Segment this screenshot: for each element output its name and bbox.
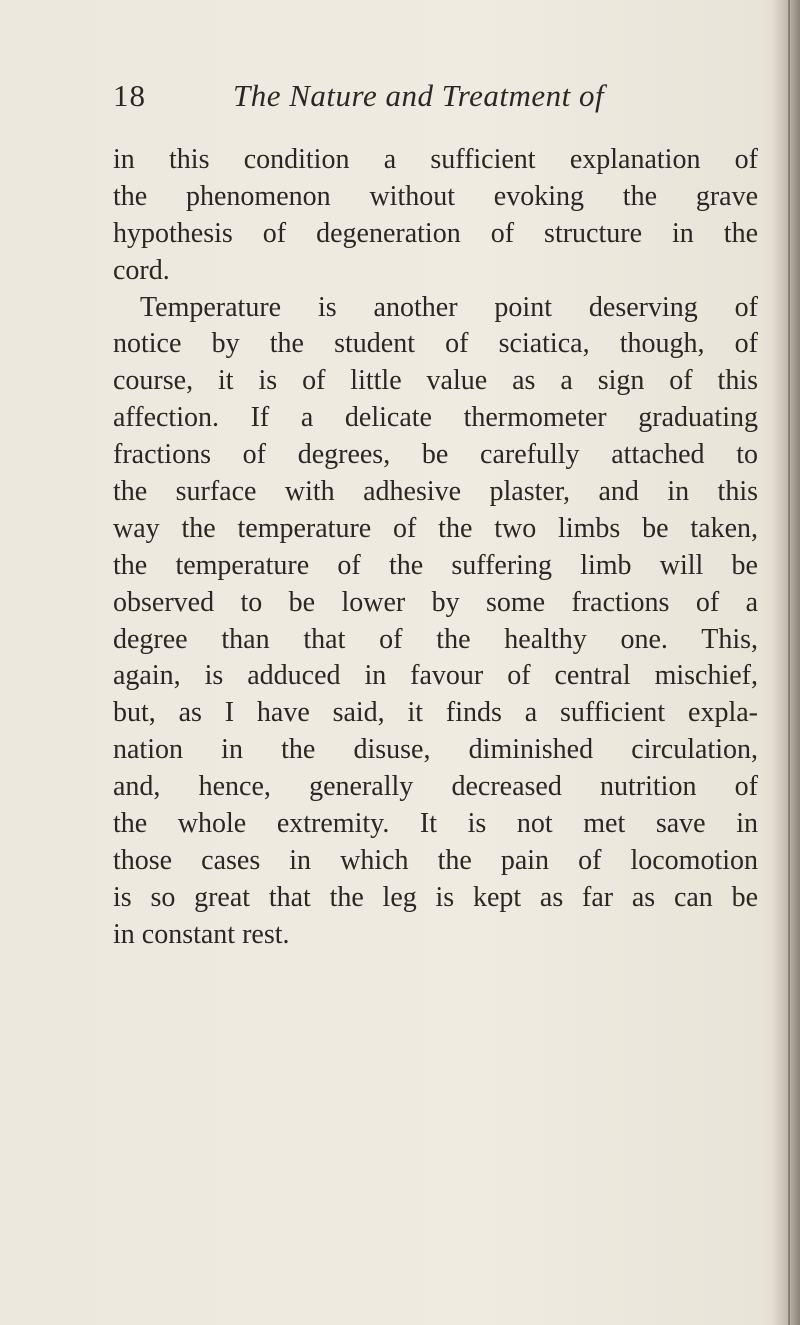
text-line: cord.	[113, 254, 170, 286]
body-text	[113, 142, 758, 954]
text-line: those cases in which the pain of locomotion	[113, 844, 758, 876]
running-title: The Nature and Treatment of	[233, 78, 605, 113]
text-line: but, as I have said, it finds a sufficient expla-	[113, 697, 758, 729]
text-line: the whole extremity. It is not met save in	[113, 808, 758, 840]
text-line: way the temperature of the two limbs be taken,	[113, 512, 758, 544]
text-line: and, hence, generally decreased nutrition of	[113, 771, 758, 803]
text-line: the phenomenon without evoking the grave	[113, 180, 758, 212]
text-line: nation in the disuse, diminished circulation,	[113, 734, 758, 766]
text-line: observed to be lower by some fractions of a	[113, 586, 758, 618]
page-number: 18	[113, 78, 146, 113]
text-line: notice by the student of sciatica, though, of	[113, 328, 758, 360]
text-line: affection. If a delicate thermometer graduating	[113, 402, 758, 434]
text-line: hypothesis of degeneration of structure in the	[113, 217, 758, 249]
text-line: again, is adduced in favour of central mischief,	[113, 660, 758, 692]
text-line: fractions of degrees, be carefully attached to	[113, 439, 758, 471]
page-edge-line	[788, 0, 790, 1325]
text-line: in this condition a sufficient explanation of	[113, 144, 758, 175]
text-line: the surface with adhesive plaster, and in this	[113, 476, 758, 508]
text-line: course, it is of little value as a sign of this	[113, 365, 758, 397]
text-line: degree than that of the healthy one. This,	[113, 623, 758, 655]
page-edge-shadow	[772, 0, 800, 1325]
text-line: in constant rest.	[113, 918, 290, 950]
text-line: Temperature is another point deserving of	[140, 291, 758, 323]
text-line: is so great that the leg is kept as far as can be	[113, 881, 758, 913]
text-line: the temperature of the suffering limb will be	[113, 549, 758, 581]
page-header	[113, 78, 758, 124]
